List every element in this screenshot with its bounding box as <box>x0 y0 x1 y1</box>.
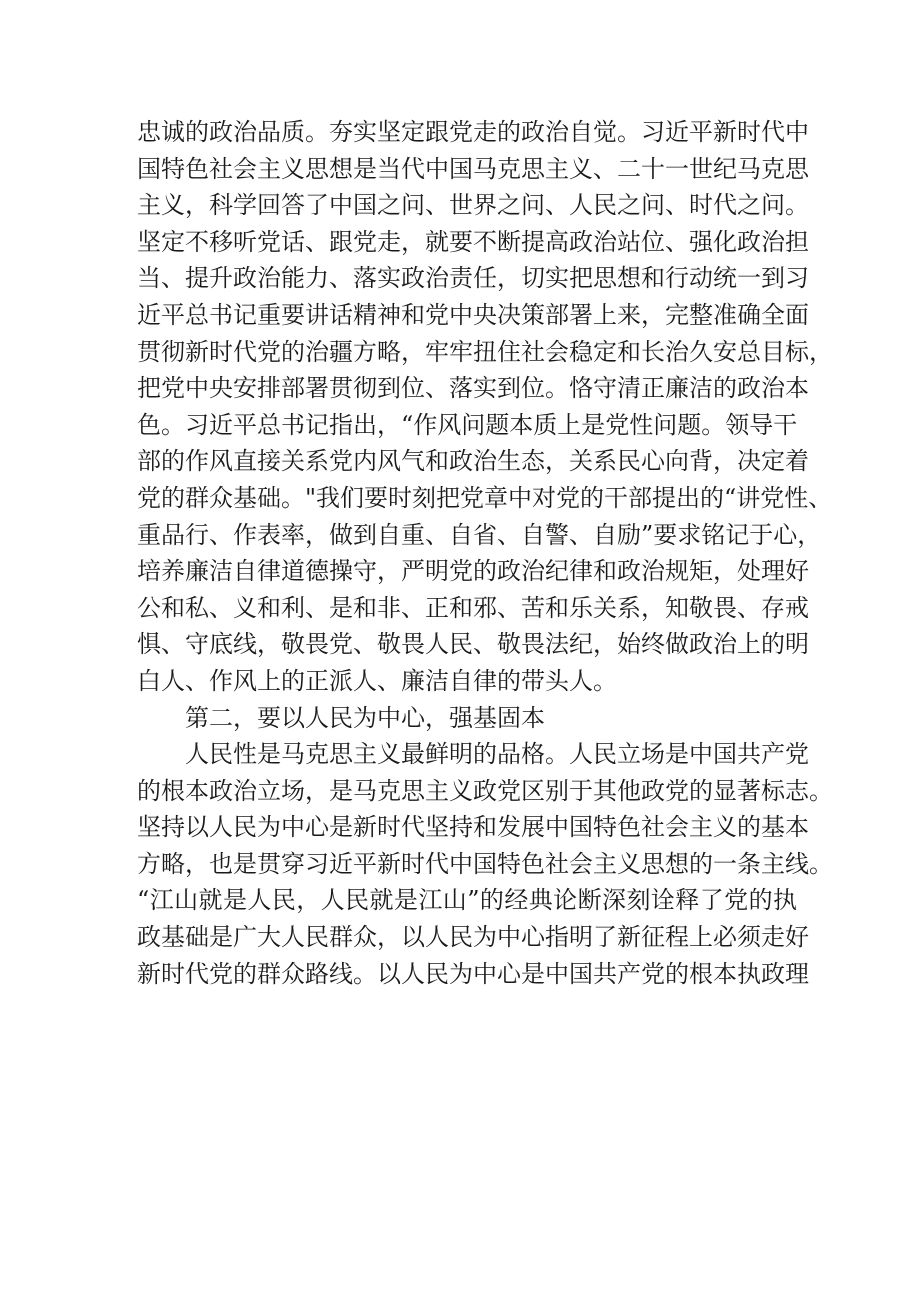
text-line: 把党中央安排部署贯彻到位、落实到位。恪守清正廉洁的政治本 <box>137 374 809 403</box>
text-line: 主义，科学回答了中国之问、世界之问、人民之问、时代之问。 <box>137 191 809 220</box>
text-line: 忠诚的政治品质。夯实坚定跟党走的政治自觉。习近平新时代中 <box>137 118 809 146</box>
text-line: 坚定不移听党话、跟党走，就要不断提高政治站位、强化政治担 <box>137 227 809 256</box>
text-line: 党的群众基础。"我们要时刻把党章中对党的干部提出的“讲党性、 <box>137 483 833 512</box>
text-line: “江山就是人民，人民就是江山”的经典论断深刻诠释了党的执 <box>137 886 797 915</box>
text-line: 近平总书记重要讲话精神和党中央决策部署上来，完整准确全面 <box>137 300 809 329</box>
text-line: 部的作风直接关系党内风气和政治生态，关系民心向背，决定着 <box>137 447 809 476</box>
text-line: 方略，也是贯穿习近平新时代中国特色社会主义思想的一条主线。 <box>137 849 833 878</box>
text-line: 惧、守底线，敬畏党、敬畏人民、敬畏法纪，始终做政治上的明 <box>137 630 809 659</box>
text-line: 贯彻新时代党的治疆方略，牢牢扭住社会稳定和长治久安总目标， <box>137 337 833 366</box>
text-line: 色。习近平总书记指出，“作风问题本质上是党性问题。领导干 <box>137 410 798 439</box>
text-line: 当、提升政治能力、落实政治责任，切实把思想和行动统一到习 <box>137 264 809 293</box>
text-line: 公和私、义和利、是和非、正和邪、苦和乐关系，知敬畏、存戒 <box>137 593 809 622</box>
body-text <box>137 114 833 992</box>
text-line: 的根本政治立场，是马克思主义政党区别于其他政党的显著标志。 <box>137 776 833 805</box>
text-line: 培养廉洁自律道德操守，严明党的政治纪律和政治规矩，处理好 <box>137 557 809 586</box>
section-heading: 第二，要以人民为中心，强基固本 <box>185 703 545 732</box>
text-line: 坚持以人民为中心是新时代坚持和发展中国特色社会主义的基本 <box>137 813 809 842</box>
paragraph-first-line: 人民性是马克思主义最鲜明的品格。人民立场是中国共产党 <box>185 740 809 769</box>
text-line: 国特色社会主义思想是当代中国马克思主义、二十一世纪马克思 <box>137 154 809 183</box>
text-line: 白人、作风上的正派人、廉洁自律的带头人。 <box>137 666 617 695</box>
text-line: 新时代党的群众路线。以人民为中心是中国共产党的根本执政理 <box>137 959 809 988</box>
text-line: 政基础是广大人民群众，以人民为中心指明了新征程上必须走好 <box>137 923 809 952</box>
text-line: 重品行、作表率，做到自重、自省、自警、自励”要求铭记于心， <box>137 520 822 549</box>
